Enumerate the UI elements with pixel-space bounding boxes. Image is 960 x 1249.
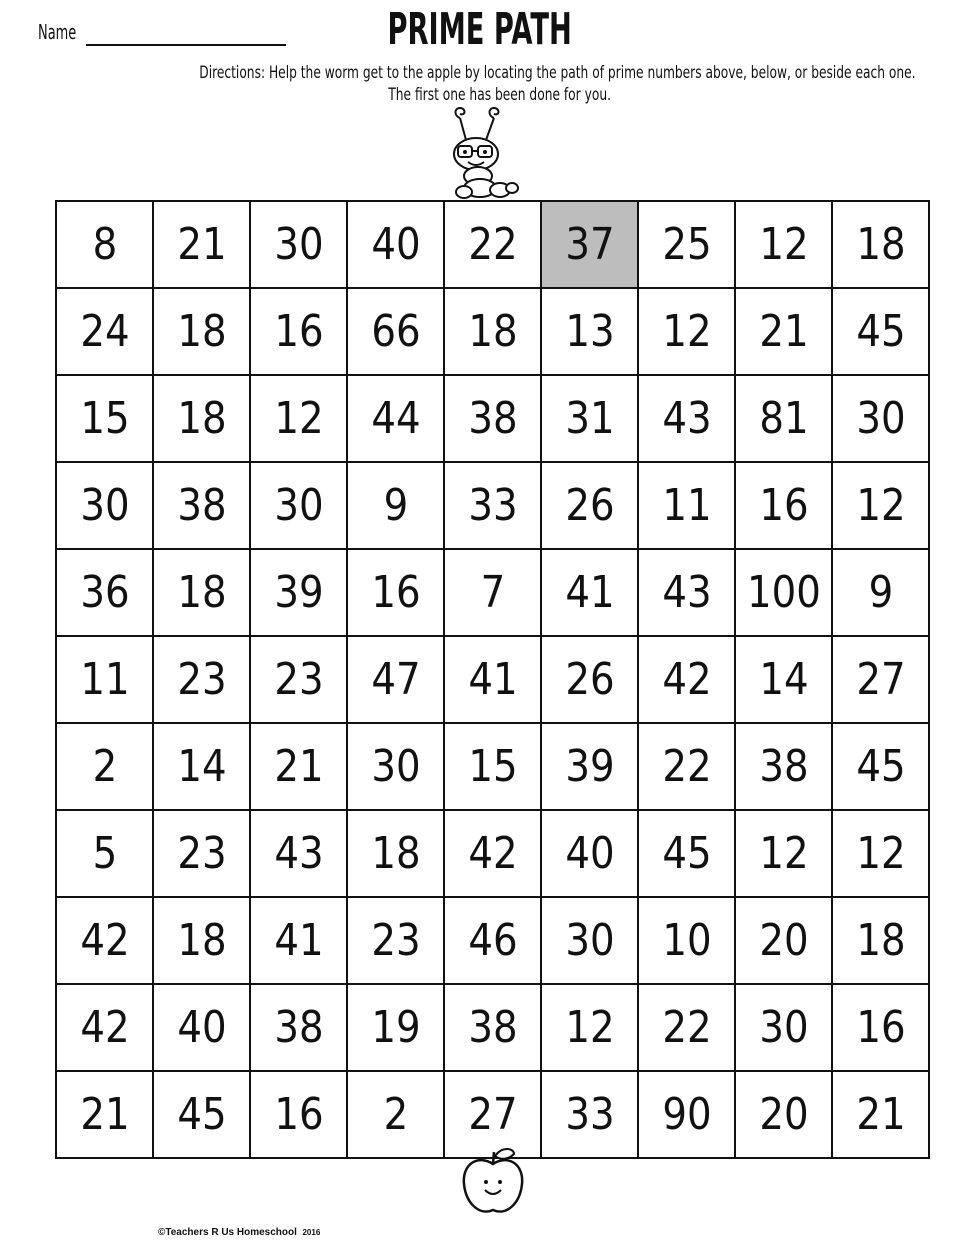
cell-number: 18 <box>370 828 421 879</box>
grid-row <box>56 636 929 723</box>
grid-cell[interactable] <box>735 375 832 462</box>
grid-cell[interactable] <box>638 984 735 1071</box>
cell-number: 11 <box>79 654 130 705</box>
cell-number: 23 <box>176 828 227 879</box>
cell-number: 14 <box>758 654 809 705</box>
grid-cell[interactable] <box>347 201 444 288</box>
cell-number: 24 <box>79 306 130 357</box>
cell-number: 30 <box>273 219 324 270</box>
grid-cell[interactable] <box>56 288 153 375</box>
grid-cell[interactable] <box>832 288 929 375</box>
grid-cell[interactable] <box>56 984 153 1071</box>
grid-cell[interactable] <box>638 462 735 549</box>
grid-cell[interactable] <box>153 984 250 1071</box>
grid-cell[interactable] <box>250 636 347 723</box>
cell-number: 45 <box>661 828 712 879</box>
grid-cell[interactable] <box>444 984 541 1071</box>
grid-cell[interactable] <box>541 549 638 636</box>
grid-row <box>56 549 929 636</box>
cell-number: 18 <box>176 306 227 357</box>
grid-cell[interactable] <box>735 723 832 810</box>
cell-number: 45 <box>855 306 906 357</box>
cell-number: 37 <box>564 219 615 270</box>
cell-number: 66 <box>370 306 421 357</box>
cell-number: 42 <box>467 828 518 879</box>
page-title-text: PRIME PATH <box>387 4 573 55</box>
cell-number: 25 <box>661 219 712 270</box>
cell-number: 38 <box>176 480 227 531</box>
grid-cell[interactable] <box>56 375 153 462</box>
cell-number: 33 <box>467 480 518 531</box>
grid-cell[interactable] <box>444 897 541 984</box>
grid-cell[interactable] <box>832 1071 929 1158</box>
grid-cell[interactable] <box>735 636 832 723</box>
grid-cell[interactable] <box>347 897 444 984</box>
cell-number: 26 <box>564 480 615 531</box>
grid-cell[interactable] <box>444 375 541 462</box>
cell-number: 21 <box>79 1089 130 1140</box>
grid-cell[interactable] <box>638 288 735 375</box>
grid-cell[interactable] <box>832 810 929 897</box>
cell-number: 100 <box>746 567 821 618</box>
cell-number: 38 <box>273 1002 324 1053</box>
grid-cell[interactable] <box>541 375 638 462</box>
cell-number: 41 <box>273 915 324 966</box>
grid-cell[interactable] <box>347 462 444 549</box>
grid-cell[interactable] <box>735 462 832 549</box>
grid-cell[interactable] <box>444 462 541 549</box>
cell-number: 18 <box>467 306 518 357</box>
cell-number: 12 <box>273 393 324 444</box>
grid-cell[interactable] <box>638 636 735 723</box>
grid-cell[interactable] <box>444 288 541 375</box>
grid-cell[interactable] <box>250 984 347 1071</box>
cell-number: 14 <box>176 741 227 792</box>
grid-cell[interactable] <box>347 288 444 375</box>
grid-cell[interactable] <box>638 1071 735 1158</box>
cell-number: 16 <box>370 567 421 618</box>
grid-cell[interactable] <box>444 723 541 810</box>
cell-number: 2 <box>92 741 117 792</box>
grid-row <box>56 897 929 984</box>
grid-cell[interactable] <box>153 636 250 723</box>
grid-row <box>56 1071 929 1158</box>
grid-cell[interactable] <box>735 897 832 984</box>
cell-number: 46 <box>467 915 518 966</box>
grid-cell[interactable] <box>541 636 638 723</box>
cell-number: 30 <box>855 393 906 444</box>
grid-cell[interactable] <box>541 288 638 375</box>
cell-number: 18 <box>855 219 906 270</box>
grid-cell[interactable] <box>56 810 153 897</box>
cell-number: 30 <box>758 1002 809 1053</box>
cell-number: 38 <box>467 393 518 444</box>
cell-number: 22 <box>661 741 712 792</box>
cell-number: 42 <box>79 1002 130 1053</box>
grid-cell[interactable] <box>638 375 735 462</box>
cell-number: 12 <box>758 219 809 270</box>
grid-cell[interactable] <box>250 810 347 897</box>
grid-cell[interactable] <box>347 810 444 897</box>
cell-number: 27 <box>467 1089 518 1140</box>
cell-number: 9 <box>383 480 408 531</box>
grid-cell[interactable] <box>347 549 444 636</box>
page-title <box>0 4 960 55</box>
cell-number: 21 <box>758 306 809 357</box>
cell-number: 90 <box>661 1089 712 1140</box>
cell-number: 33 <box>564 1089 615 1140</box>
grid-row <box>56 375 929 462</box>
grid-cell[interactable] <box>153 723 250 810</box>
grid-cell[interactable] <box>638 810 735 897</box>
cell-number: 22 <box>467 219 518 270</box>
grid-cell[interactable] <box>250 462 347 549</box>
directions <box>60 62 940 106</box>
grid-cell[interactable] <box>832 897 929 984</box>
cell-number: 20 <box>758 1089 809 1140</box>
grid-cell[interactable] <box>250 375 347 462</box>
grid-cell[interactable] <box>444 1071 541 1158</box>
cell-number: 42 <box>661 654 712 705</box>
cell-number: 7 <box>480 567 505 618</box>
cell-number: 18 <box>176 393 227 444</box>
cell-number: 42 <box>79 915 130 966</box>
grid-cell[interactable] <box>153 375 250 462</box>
cell-number: 18 <box>176 567 227 618</box>
grid-cell[interactable] <box>444 810 541 897</box>
grid-cell[interactable] <box>638 201 735 288</box>
cell-number: 9 <box>868 567 893 618</box>
grid-cell[interactable] <box>56 636 153 723</box>
cell-number: 40 <box>370 219 421 270</box>
grid-cell[interactable] <box>832 375 929 462</box>
cell-number: 23 <box>176 654 227 705</box>
grid-cell[interactable] <box>444 636 541 723</box>
grid-cell[interactable] <box>638 723 735 810</box>
cell-number: 30 <box>79 480 130 531</box>
cell-number: 16 <box>855 1002 906 1053</box>
grid-cell[interactable] <box>735 549 832 636</box>
grid-row <box>56 810 929 897</box>
copyright <box>158 1227 320 1238</box>
cell-number: 8 <box>92 219 117 270</box>
cell-number: 23 <box>273 654 324 705</box>
cell-number: 43 <box>661 393 712 444</box>
cell-number: 27 <box>855 654 906 705</box>
grid-cell[interactable] <box>541 984 638 1071</box>
cell-number: 13 <box>564 306 615 357</box>
grid-cell[interactable] <box>250 549 347 636</box>
cell-number: 11 <box>661 480 712 531</box>
cell-number: 41 <box>467 654 518 705</box>
cell-number: 12 <box>855 828 906 879</box>
cell-number: 19 <box>370 1002 421 1053</box>
grid-cell[interactable] <box>541 897 638 984</box>
grid-row <box>56 984 929 1071</box>
grid-cell[interactable] <box>56 897 153 984</box>
grid-cell[interactable] <box>347 375 444 462</box>
cell-number: 30 <box>273 480 324 531</box>
cell-number: 43 <box>273 828 324 879</box>
grid-cell[interactable] <box>56 462 153 549</box>
grid-cell[interactable] <box>56 549 153 636</box>
cell-number: 23 <box>370 915 421 966</box>
grid-cell[interactable] <box>832 984 929 1071</box>
grid-cell[interactable] <box>250 723 347 810</box>
grid-cell[interactable] <box>735 810 832 897</box>
cell-number: 26 <box>564 654 615 705</box>
cell-number: 10 <box>661 915 712 966</box>
cell-number: 12 <box>758 828 809 879</box>
cell-number: 41 <box>564 567 615 618</box>
copyright-year: 2016 <box>302 1228 321 1237</box>
cell-number: 30 <box>564 915 615 966</box>
grid-cell[interactable] <box>56 201 153 288</box>
cell-number: 12 <box>855 480 906 531</box>
cell-number: 15 <box>79 393 130 444</box>
cell-number: 44 <box>370 393 421 444</box>
grid-row <box>56 462 929 549</box>
cell-number: 31 <box>564 393 615 444</box>
grid-cell[interactable] <box>347 1071 444 1158</box>
grid-cell[interactable] <box>347 723 444 810</box>
grid-cell[interactable] <box>444 201 541 288</box>
grid-cell[interactable] <box>250 288 347 375</box>
cell-number: 36 <box>79 567 130 618</box>
cell-number: 38 <box>467 1002 518 1053</box>
grid-cell[interactable] <box>56 723 153 810</box>
worm-icon <box>436 104 526 202</box>
grid-cell[interactable] <box>735 288 832 375</box>
grid-cell[interactable] <box>153 201 250 288</box>
cell-number: 18 <box>855 915 906 966</box>
apple-icon <box>458 1146 528 1218</box>
grid-cell[interactable] <box>541 1071 638 1158</box>
cell-number: 43 <box>661 567 712 618</box>
grid-cell[interactable] <box>638 549 735 636</box>
cell-number: 18 <box>176 915 227 966</box>
grid-row <box>56 201 929 288</box>
grid-cell[interactable] <box>541 723 638 810</box>
grid-cell[interactable] <box>541 201 638 288</box>
grid-cell[interactable] <box>541 810 638 897</box>
grid-cell[interactable] <box>735 984 832 1071</box>
cell-number: 30 <box>370 741 421 792</box>
copyright-text: ©Teachers R Us Homeschool <box>158 1227 297 1238</box>
cell-number: 22 <box>661 1002 712 1053</box>
grid-cell[interactable] <box>347 984 444 1071</box>
prime-path-grid <box>55 200 930 1159</box>
grid-cell[interactable] <box>541 462 638 549</box>
grid-cell[interactable] <box>250 201 347 288</box>
cell-number: 39 <box>273 567 324 618</box>
grid-cell[interactable] <box>832 549 929 636</box>
grid-cell[interactable] <box>250 1071 347 1158</box>
grid-row <box>56 723 929 810</box>
cell-number: 39 <box>564 741 615 792</box>
cell-number: 40 <box>176 1002 227 1053</box>
grid-cell[interactable] <box>250 897 347 984</box>
cell-number: 12 <box>564 1002 615 1053</box>
grid-cell[interactable] <box>153 1071 250 1158</box>
grid-cell[interactable] <box>735 1071 832 1158</box>
cell-number: 47 <box>370 654 421 705</box>
cell-number: 45 <box>855 741 906 792</box>
name-label: Name <box>38 20 77 44</box>
cell-number: 5 <box>92 828 117 879</box>
grid-cell[interactable] <box>638 897 735 984</box>
cell-number: 21 <box>176 219 227 270</box>
grid-cell[interactable] <box>153 462 250 549</box>
cell-number: 12 <box>661 306 712 357</box>
grid-cell[interactable] <box>56 1071 153 1158</box>
directions-line-2: The first one has been done for you. <box>388 85 612 105</box>
grid-cell[interactable] <box>832 462 929 549</box>
grid-cell[interactable] <box>832 723 929 810</box>
grid-cell[interactable] <box>444 549 541 636</box>
cell-number: 16 <box>758 480 809 531</box>
cell-number: 15 <box>467 741 518 792</box>
grid-cell[interactable] <box>153 897 250 984</box>
grid-cell[interactable] <box>153 288 250 375</box>
cell-number: 21 <box>855 1089 906 1140</box>
directions-line-1: Directions: Help the worm get to the apple by locating the path of prime numbers above, below, or beside each one. <box>199 63 916 83</box>
cell-number: 21 <box>273 741 324 792</box>
grid-cell[interactable] <box>153 549 250 636</box>
cell-number: 40 <box>564 828 615 879</box>
cell-number: 20 <box>758 915 809 966</box>
cell-number: 45 <box>176 1089 227 1140</box>
grid-cell[interactable] <box>153 810 250 897</box>
cell-number: 16 <box>273 1089 324 1140</box>
cell-number: 16 <box>273 306 324 357</box>
grid-cell[interactable] <box>735 201 832 288</box>
cell-number: 2 <box>383 1089 408 1140</box>
cell-number: 81 <box>758 393 809 444</box>
grid-row <box>56 288 929 375</box>
grid-cell[interactable] <box>832 636 929 723</box>
grid-cell[interactable] <box>347 636 444 723</box>
grid-cell[interactable] <box>832 201 929 288</box>
cell-number: 38 <box>758 741 809 792</box>
